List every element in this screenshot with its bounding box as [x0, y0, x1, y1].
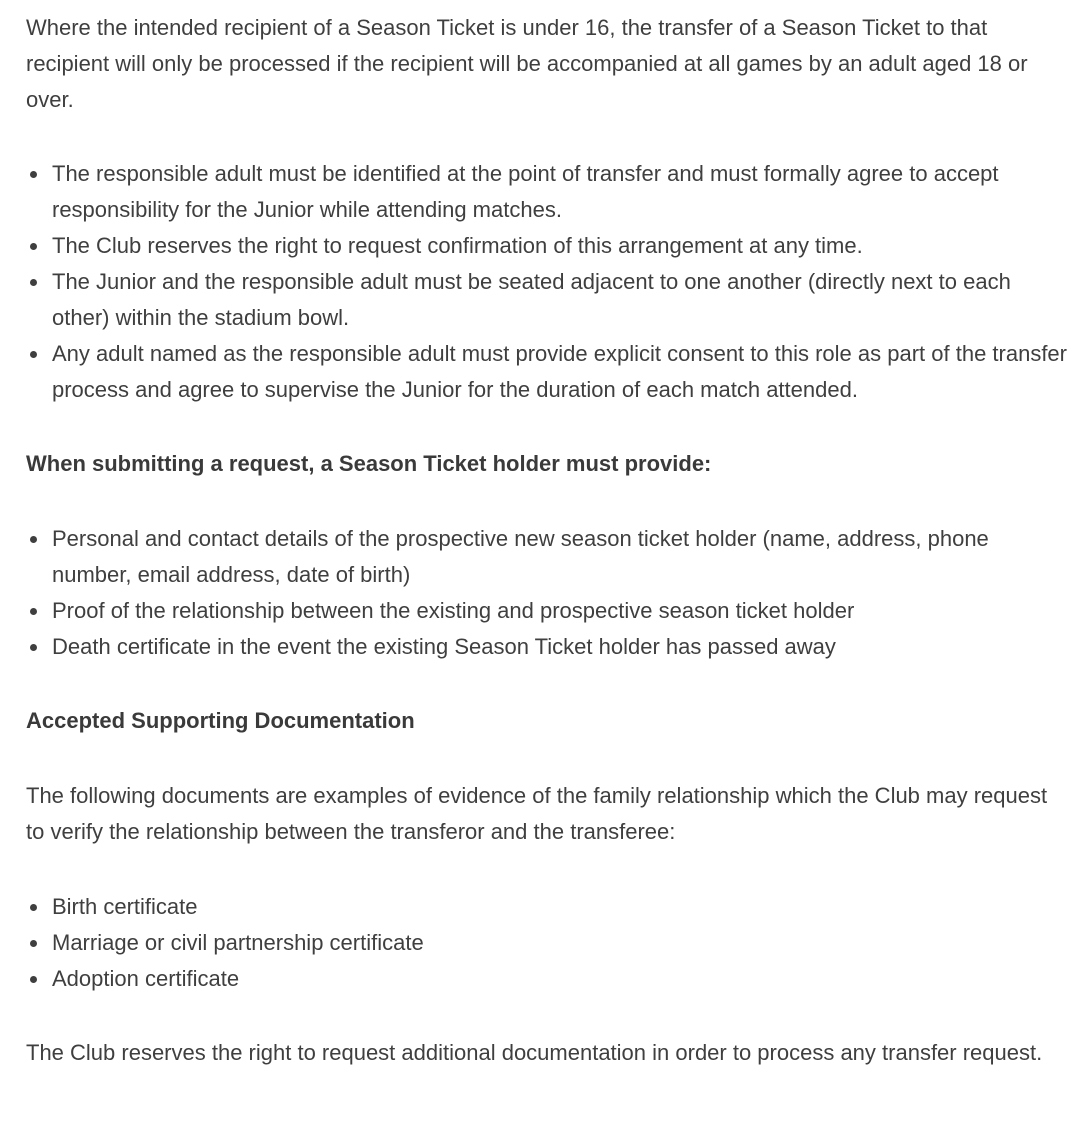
list-item: The responsible adult must be identified at the point of transfer and must formally agree to accept responsibility for the Junior while attending matches. — [26, 156, 1068, 228]
closing-paragraph: The Club reserves the right to request additional documentation in order to process any transfer request. — [26, 1040, 1043, 1065]
request-items-list — [26, 521, 1068, 665]
request-heading: When submitting a request, a Season Ticket holder must provide: — [26, 451, 712, 476]
list-item: The Junior and the responsible adult must be seated adjacent to one another (directly next to each other) within the stadium bowl. — [26, 264, 1068, 336]
docs-items-list — [26, 889, 1068, 997]
list-item: Marriage or civil partnership certificate — [26, 925, 1068, 961]
list-item: Proof of the relationship between the existing and prospective season ticket holder — [26, 593, 1068, 629]
junior-conditions-list — [26, 156, 1068, 408]
docs-heading: Accepted Supporting Documentation — [26, 708, 415, 733]
list-item: The Club reserves the right to request confirmation of this arrangement at any time. — [26, 228, 1068, 264]
list-item: Death certificate in the event the existing Season Ticket holder has passed away — [26, 629, 1068, 665]
list-item: Birth certificate — [26, 889, 1068, 925]
docs-intro-paragraph: The following documents are examples of evidence of the family relationship which the Club may request to verify the relationship between the transferor and the transferee: — [26, 783, 1048, 844]
intro-paragraph: Where the intended recipient of a Season Ticket is under 16, the transfer of a Season Ticket to that recipient will only be processed if the recipient will be accompanied at all games by an adult aged 18 or over. — [26, 15, 1028, 112]
list-item: Any adult named as the responsible adult must provide explicit consent to this role as part of the transfer process and agree to supervise the Junior for the duration of each match attended. — [26, 336, 1068, 408]
list-item: Personal and contact details of the prospective new season ticket holder (name, address, phone number, email address, date of birth) — [26, 521, 1068, 593]
list-item: Adoption certificate — [26, 961, 1068, 997]
